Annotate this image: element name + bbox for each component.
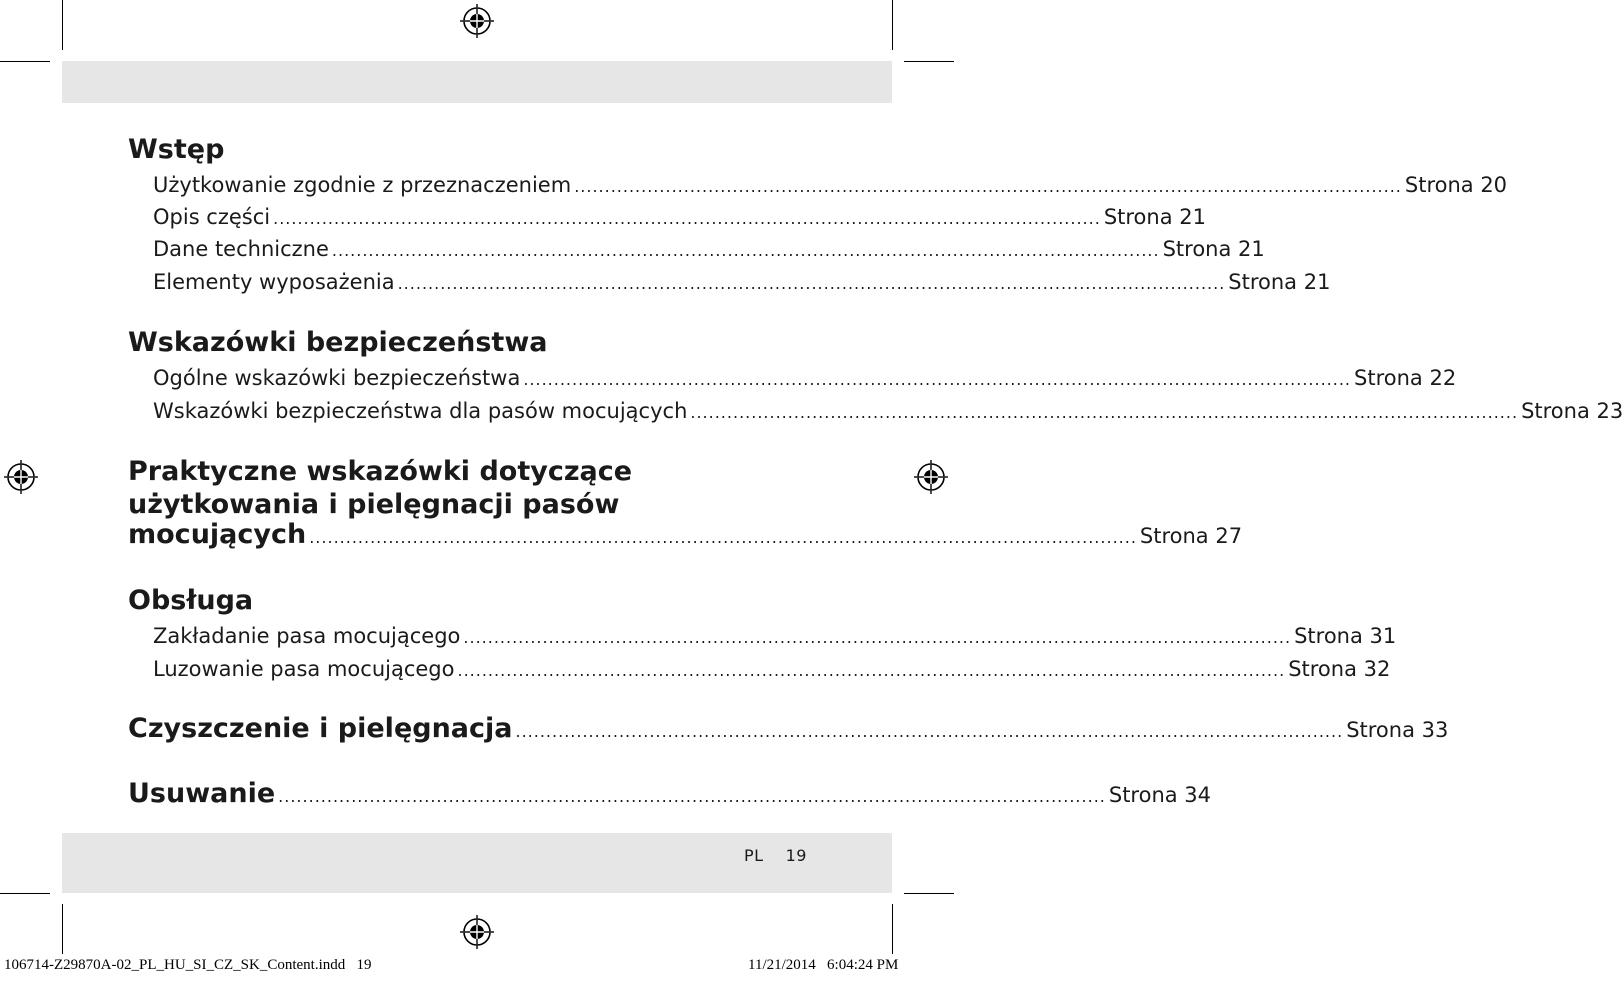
toc-entry-cleaning[interactable]	[128, 713, 1449, 746]
toc-entry-label: Luzowanie pasa mocującego	[153, 657, 455, 681]
toc-entry-label: Opis części	[153, 205, 271, 229]
toc-entry-practical[interactable]	[128, 519, 1243, 552]
crop-mark	[62, 0, 63, 50]
toc-leader-dots: ........................................................................................................................................	[574, 177, 1402, 196]
toc-entry[interactable]	[153, 171, 1508, 201]
crop-mark	[0, 61, 50, 62]
registration-mark-icon	[4, 460, 38, 494]
toc-entry-page: Strona 33	[1346, 718, 1449, 742]
page-footer	[744, 846, 829, 865]
crop-mark	[904, 61, 954, 62]
section-title-practical-line2: użytkowania i pielęgnacji pasów	[128, 489, 620, 520]
toc-entry-page: Strona 34	[1108, 783, 1212, 807]
toc-entry-label: Ogólne wskazówki bezpieczeństwa	[153, 366, 521, 390]
toc-entry-page: Strona 21	[1228, 270, 1331, 294]
toc-entry[interactable]	[153, 203, 1206, 233]
crop-mark	[892, 0, 893, 50]
section-title-operation: Obsługa	[128, 585, 254, 616]
toc-entry-page: Strona 27	[1139, 524, 1243, 548]
toc-entry[interactable]	[153, 622, 1397, 652]
toc-entry-label: Wskazówki bezpieczeństwa dla pasów mocujących	[153, 399, 688, 423]
toc-leader-dots: ........................................................................................................................................	[309, 528, 1137, 547]
crop-mark	[0, 893, 50, 894]
toc-entry-label: Użytkowanie zgodnie z przeznaczeniem	[153, 173, 572, 197]
section-title-wstep: Wstęp	[128, 134, 225, 165]
toc-entry-label: Zakładanie pasa mocującego	[153, 624, 461, 648]
header-band	[62, 61, 892, 103]
section-title-disposal: Usuwanie	[128, 778, 276, 809]
section-title-cleaning: Czyszczenie i pielęgnacja	[128, 713, 513, 744]
crop-mark	[62, 904, 63, 954]
crop-mark	[904, 893, 954, 894]
toc-entry-page: Strona 21	[1162, 237, 1265, 261]
toc-leader-dots: ........................................................................................................................................	[331, 241, 1160, 260]
toc-entry[interactable]	[153, 268, 1331, 298]
print-slug-datetime: 11/21/2014 6:04:24 PM	[748, 957, 899, 973]
toc-entry[interactable]	[153, 397, 1623, 427]
section-title-safety: Wskazówki bezpieczeństwa	[128, 327, 548, 358]
toc-entry[interactable]	[153, 235, 1265, 265]
print-slug-file: 106714-Z29870A-02_PL_HU_SI_CZ_SK_Content.indd 19	[4, 957, 372, 973]
toc-entry-label: Elementy wyposażenia	[153, 270, 395, 294]
toc-entry-page: Strona 31	[1294, 624, 1397, 648]
toc-leader-dots: ........................................................................................................................................	[523, 370, 1352, 389]
registration-mark-icon	[914, 460, 948, 494]
toc-leader-dots: ........................................................................................................................................	[690, 403, 1519, 422]
registration-mark-icon	[460, 915, 494, 949]
toc-entry-page: Strona 21	[1103, 205, 1206, 229]
toc-leader-dots: ........................................................................................................................................	[278, 787, 1106, 806]
toc-entry[interactable]	[153, 655, 1391, 685]
toc-entry[interactable]	[153, 364, 1457, 394]
toc-entry-page: Strona 32	[1288, 657, 1391, 681]
toc-entry-page: Strona 20	[1404, 173, 1508, 197]
toc-leader-dots: ........................................................................................................................................	[397, 274, 1226, 293]
toc-entry-disposal[interactable]	[128, 778, 1212, 811]
toc-leader-dots: ........................................................................................................................................	[463, 628, 1292, 647]
toc-entry-label: Dane techniczne	[153, 237, 329, 261]
toc-leader-dots: ........................................................................................................................................	[515, 722, 1344, 741]
section-title-practical-line1: Praktyczne wskazówki dotyczące	[128, 456, 633, 487]
section-title-practical-line3: mocujących	[128, 519, 307, 550]
toc-leader-dots: ........................................................................................................................................	[457, 661, 1286, 680]
toc-entry-page: Strona 22	[1354, 366, 1457, 390]
toc-entry-page: Strona 23	[1521, 399, 1623, 423]
language-code: PL	[744, 846, 764, 865]
page-number: 19	[785, 846, 807, 865]
toc-leader-dots: ........................................................................................................................................	[273, 209, 1101, 228]
registration-mark-icon	[460, 4, 494, 38]
crop-mark	[892, 904, 893, 954]
